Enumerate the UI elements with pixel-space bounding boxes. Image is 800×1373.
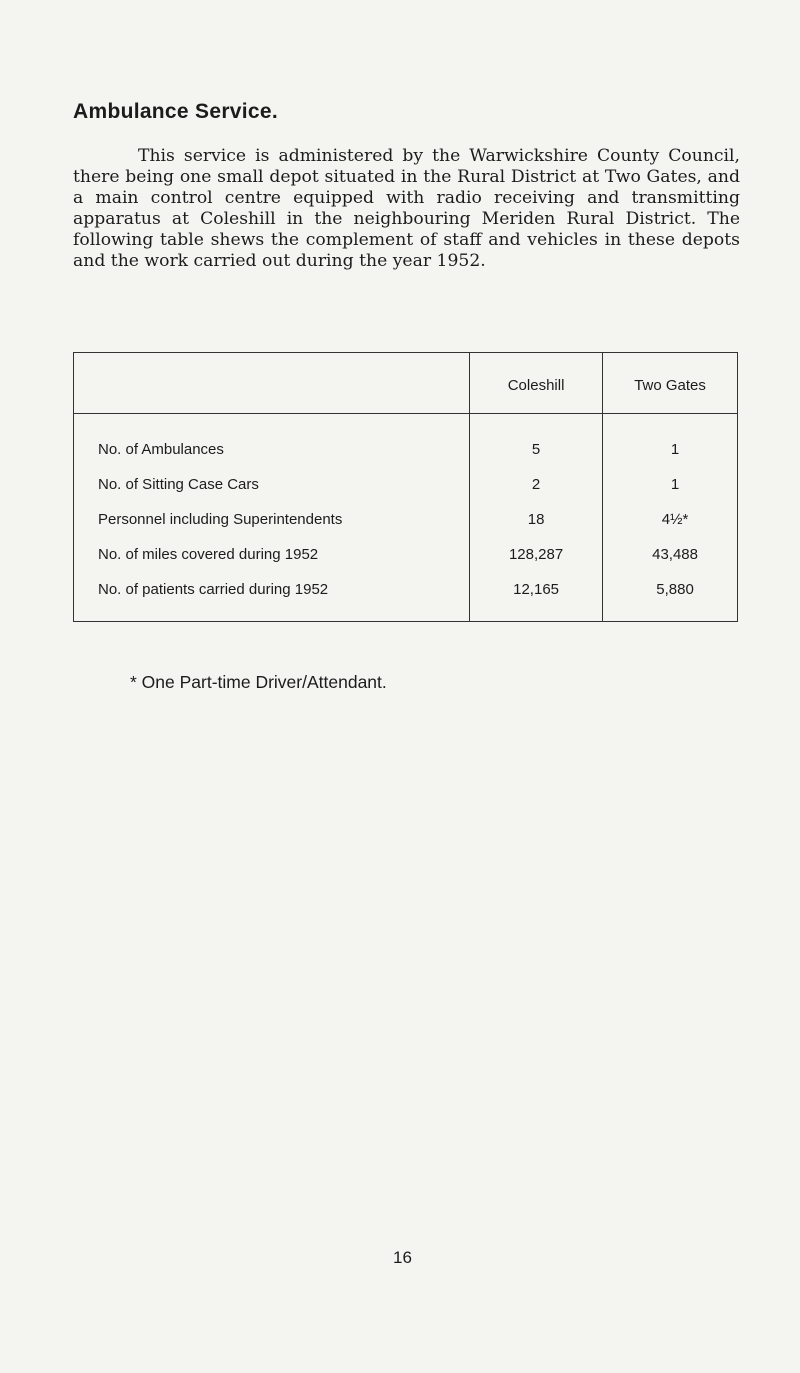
row-label: No. of Ambulances (74, 414, 470, 468)
cell-coleshill: 128,287 (470, 537, 603, 572)
row-label: Personnel including Superintendents (74, 502, 470, 537)
table-row (74, 537, 738, 572)
cell-coleshill: 12,165 (470, 572, 603, 622)
table-row (74, 414, 738, 468)
table-row (74, 572, 738, 622)
footnote: * One Part-time Driver/Attendant. (130, 672, 387, 692)
cell-two-gates: 4½* (603, 502, 738, 537)
page-number: 16 (393, 1248, 412, 1267)
cell-two-gates: 1 (603, 467, 738, 502)
cell-two-gates: 5,880 (603, 572, 738, 622)
cell-coleshill: 18 (470, 502, 603, 537)
row-label: No. of miles covered during 1952 (74, 537, 470, 572)
header-two-gates: Two Gates (603, 353, 738, 414)
row-label: No. of Sitting Case Cars (74, 467, 470, 502)
body-paragraph: This service is administered by the Warwickshire County Council, there being one small depot situated in the Rural District at Two Gates, and a main control centre equipped with radio receiving and transmitting apparatus at Coleshill in the neighbouring Meriden Rural District. The following table shews the complement of staff and vehicles in these depots and the work carried out during the year 1952. (73, 146, 740, 271)
cell-two-gates: 43,488 (603, 537, 738, 572)
cell-two-gates: 1 (603, 414, 738, 468)
table-header-row (74, 353, 738, 414)
page-title: Ambulance Service. (73, 100, 278, 123)
header-coleshill: Coleshill (470, 353, 603, 414)
ambulance-table (73, 352, 738, 622)
table-row (74, 502, 738, 537)
cell-coleshill: 2 (470, 467, 603, 502)
row-label: No. of patients carried during 1952 (74, 572, 470, 622)
cell-coleshill: 5 (470, 414, 603, 468)
table-row (74, 467, 738, 502)
header-blank (74, 353, 470, 414)
